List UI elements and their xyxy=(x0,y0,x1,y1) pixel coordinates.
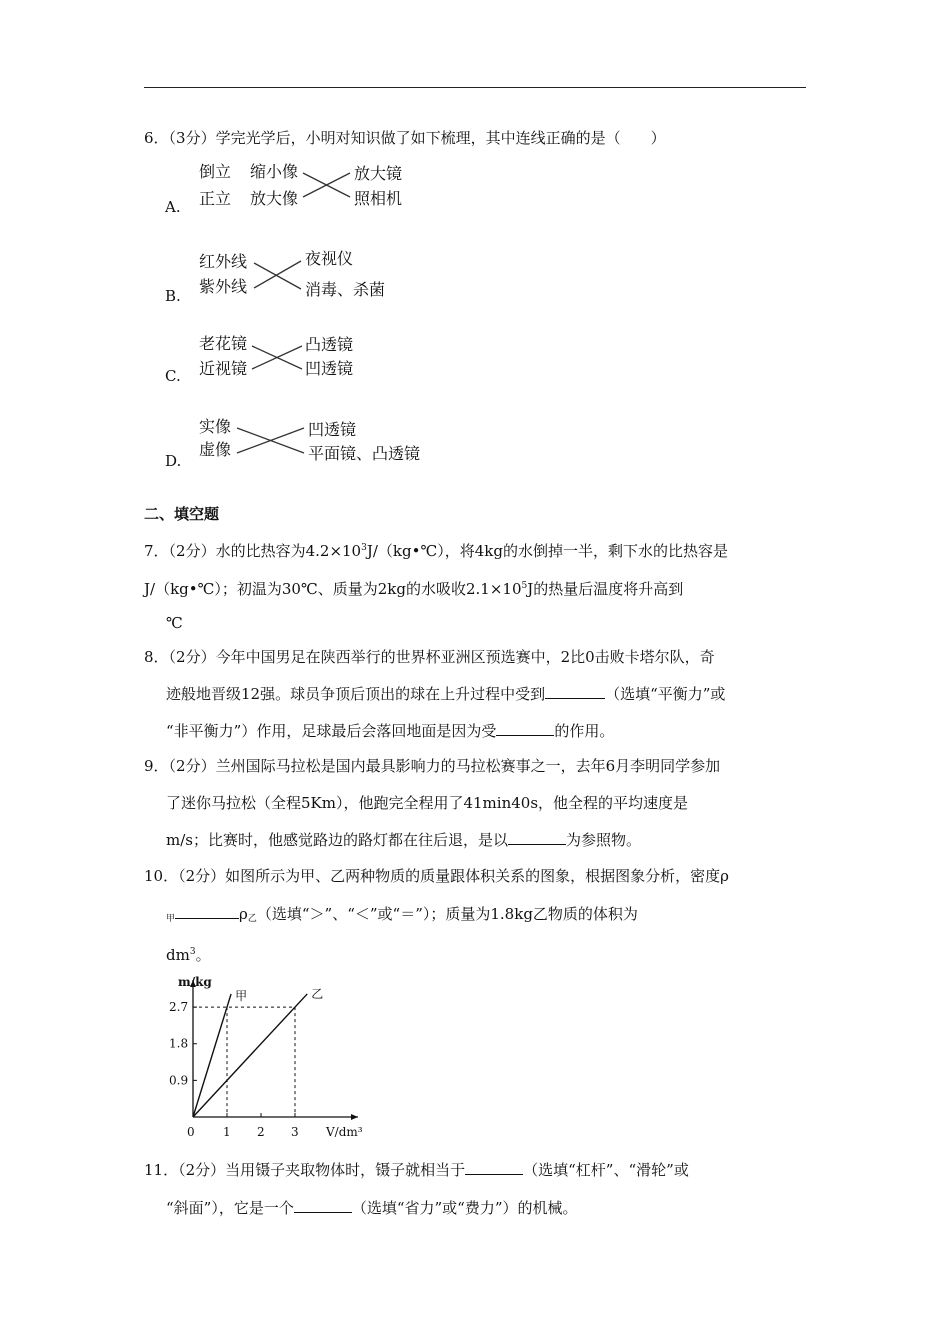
answer-blank[interactable] xyxy=(496,721,554,736)
q7-exponent: 5 xyxy=(521,581,528,591)
match-label: 凹透镜 xyxy=(305,359,354,378)
q11-text: （选填“省力”或“费力”）的机械。 xyxy=(351,1199,578,1217)
series-line-2 xyxy=(193,994,307,1117)
connector-lines xyxy=(197,249,457,305)
q9-text: m/s；比赛时，他感觉路边的路灯都在往后退，是以 xyxy=(166,831,508,849)
q11-text: 11．（2分）当用镊子夹取物体时，镊子就相当于 xyxy=(144,1161,466,1179)
graph-svg xyxy=(160,970,380,1145)
q8-line-2 xyxy=(166,684,725,704)
q10-subscript: 甲 xyxy=(166,914,176,924)
q10-exponent: 3 xyxy=(189,947,196,957)
y-tick-label: 0.9 xyxy=(169,1073,189,1088)
series-label: 乙 xyxy=(311,986,324,1001)
q6-option-c-diagram xyxy=(197,332,457,388)
y-tick-label: 1.8 xyxy=(169,1036,189,1051)
q10-line-2 xyxy=(166,904,638,929)
x-axis-arrow xyxy=(351,1114,358,1120)
match-label: 凹透镜 xyxy=(308,420,357,439)
q7-text: J/（kg•℃），将4kg的水倒掉一半，剩下水的比热容是 xyxy=(366,542,728,560)
match-label: 虚像 xyxy=(199,440,232,459)
q7-text: J的热量后温度将升高到 xyxy=(527,580,684,598)
answer-blank[interactable] xyxy=(175,904,239,919)
q11-text: （选填“杠杆”、“滑轮”或 xyxy=(523,1161,689,1179)
q10-line-3 xyxy=(166,942,211,965)
q7-exponent: 3 xyxy=(361,543,367,553)
q7-line-2 xyxy=(144,576,683,599)
match-label: 近视镜 xyxy=(199,359,248,378)
match-label: 紫外线 xyxy=(199,277,248,296)
match-label: 实像 xyxy=(199,417,232,436)
match-label: 照相机 xyxy=(354,189,403,208)
q11-line-1 xyxy=(144,1160,689,1180)
q9-line-3 xyxy=(166,830,641,850)
q10-text: （选填“＞”、“＜”或“＝”）；质量为1.8kg乙物质的体积为 xyxy=(256,905,638,923)
match-label: 凸透镜 xyxy=(305,335,354,354)
q8-text: “非平衡力”）作用，足球最后会落回地面是因为受 xyxy=(166,722,497,740)
q8-line-1: 8．（2分）今年中国男足在陕西举行的世界杯亚洲区预选赛中，2比0击败卡塔尔队，奇 xyxy=(144,648,715,666)
match-label: 缩小像 xyxy=(250,162,299,181)
q8-text: （选填“平衡力”或 xyxy=(605,685,726,703)
q10-line-1: 10．（2分）如图所示为甲、乙两种物质的质量跟体积关系的图象，根据图象分析，密度ρ xyxy=(144,867,729,885)
q8-text: 的作用。 xyxy=(554,722,615,740)
q7-text: 7．（2分）水的比热容为4.2×10 xyxy=(144,542,362,560)
match-label: 放大镜 xyxy=(354,164,403,183)
q6-option-c-letter: C. xyxy=(165,367,181,385)
q6-option-d-letter: D. xyxy=(165,452,182,470)
x-tick-label: 3 xyxy=(291,1125,299,1139)
q9-text: 为参照物。 xyxy=(565,831,641,849)
q6-option-b-diagram xyxy=(197,249,457,305)
match-label: 放大像 xyxy=(250,189,299,208)
connector-lines xyxy=(197,416,457,472)
q6-option-a-diagram xyxy=(197,162,457,218)
connector-lines xyxy=(197,162,457,218)
series-label: 甲 xyxy=(235,988,248,1003)
q8-line-3 xyxy=(166,721,614,741)
match-label: 倒立 xyxy=(199,162,232,181)
y-tick-label: 2.7 xyxy=(169,1000,189,1015)
q6-option-d-diagram xyxy=(197,416,457,472)
q8-text: 迹般地晋级12强。球员争顶后顶出的球在上升过程中受到 xyxy=(166,685,546,703)
q11-text: “斜面”），它是一个 xyxy=(166,1199,294,1217)
y-axis-label: m/kg xyxy=(178,975,212,989)
header-rule xyxy=(144,87,806,88)
mass-volume-graph xyxy=(160,970,380,1145)
q6-stem: 6．（3分）学完光学后，小明对知识做了如下梳理，其中连线正确的是（ ） xyxy=(144,129,666,147)
q10-text: ρ xyxy=(239,905,248,923)
connector-lines xyxy=(197,332,457,388)
match-label: 老花镜 xyxy=(199,334,248,353)
match-label: 正立 xyxy=(199,189,232,208)
answer-blank[interactable] xyxy=(294,1198,352,1213)
x-tick-label: 0 xyxy=(187,1125,195,1139)
x-tick-label: 1 xyxy=(223,1125,231,1139)
q6-option-b-letter: B. xyxy=(165,287,181,305)
section-heading: 二、填空题 xyxy=(144,505,220,523)
x-tick-label: 2 xyxy=(257,1125,265,1139)
q10-text: 。 xyxy=(195,946,211,964)
answer-blank[interactable] xyxy=(465,1160,523,1175)
series-line-1 xyxy=(193,994,231,1117)
q10-subscript: 乙 xyxy=(247,914,257,924)
match-label: 夜视仪 xyxy=(305,249,354,268)
x-axis-label: V/dm³ xyxy=(326,1125,363,1139)
q9-line-1: 9．（2分）兰州国际马拉松是国内最具影响力的马拉松赛事之一，去年6月李明同学参加 xyxy=(144,757,721,775)
q6-option-a-letter: A. xyxy=(165,198,181,216)
q9-line-2: 了迷你马拉松（全程5Km），他跑完全程用了41min40s，他全程的平均速度是 xyxy=(166,794,689,812)
q11-line-2 xyxy=(166,1198,578,1218)
q10-text: dm xyxy=(166,946,190,964)
q7-line-3: ℃ xyxy=(166,614,183,632)
q7-line-1 xyxy=(144,538,728,561)
q7-text: J/（kg•℃）；初温为30℃、质量为2kg的水吸收2.1×10 xyxy=(144,580,522,598)
match-label: 红外线 xyxy=(199,252,248,271)
answer-blank[interactable] xyxy=(508,830,566,845)
match-label: 消毒、杀菌 xyxy=(305,280,386,299)
answer-blank[interactable] xyxy=(545,684,605,699)
match-label: 平面镜、凸透镜 xyxy=(308,444,421,463)
